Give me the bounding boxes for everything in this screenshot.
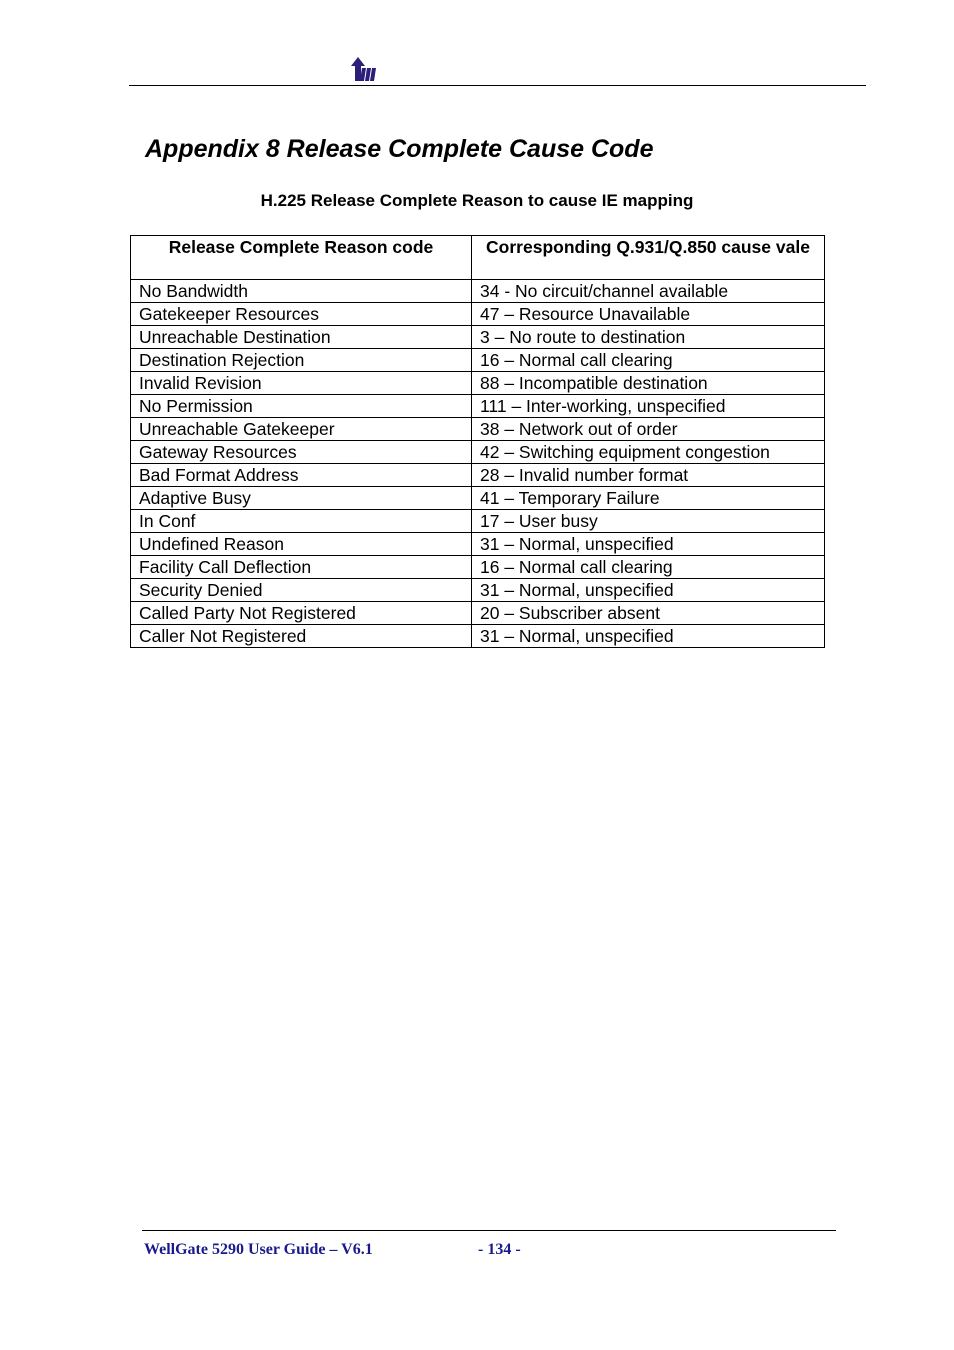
table-row	[131, 441, 825, 464]
cause-value-cell: 16 – Normal call clearing	[472, 349, 825, 372]
reason-code-cell: Undefined Reason	[131, 533, 472, 556]
cause-value-cell: 31 – Normal, unspecified	[472, 625, 825, 648]
reason-code-cell: Called Party Not Registered	[131, 602, 472, 625]
cause-value-cell: 3 – No route to destination	[472, 326, 825, 349]
reason-code-cell: No Bandwidth	[131, 280, 472, 303]
table-header-row	[131, 236, 825, 280]
reason-code-cell: In Conf	[131, 510, 472, 533]
page-title: Appendix 8 Release Complete Cause Code	[145, 135, 654, 163]
table-row	[131, 280, 825, 303]
table-row	[131, 418, 825, 441]
cause-value-cell: 16 – Normal call clearing	[472, 556, 825, 579]
cause-value-cell: 34 - No circuit/channel available	[472, 280, 825, 303]
cause-value-cell: 42 – Switching equipment congestion	[472, 441, 825, 464]
table-row	[131, 533, 825, 556]
table-row	[131, 349, 825, 372]
cause-value-cell: 111 – Inter-working, unspecified	[472, 395, 825, 418]
reason-code-cell: Invalid Revision	[131, 372, 472, 395]
reason-code-cell: Caller Not Registered	[131, 625, 472, 648]
table-row	[131, 487, 825, 510]
table-row	[131, 625, 825, 648]
table-row	[131, 556, 825, 579]
table-row	[131, 303, 825, 326]
table-row	[131, 579, 825, 602]
cause-value-cell: 88 – Incompatible destination	[472, 372, 825, 395]
reason-code-cell: Facility Call Deflection	[131, 556, 472, 579]
cause-value-cell: 17 – User busy	[472, 510, 825, 533]
header-divider	[129, 85, 866, 86]
table-row	[131, 372, 825, 395]
table-body	[131, 280, 825, 648]
reason-code-cell: Adaptive Busy	[131, 487, 472, 510]
cause-value-cell: 38 – Network out of order	[472, 418, 825, 441]
reason-code-cell: Gateway Resources	[131, 441, 472, 464]
cause-code-table	[130, 235, 825, 648]
cause-value-cell: 47 – Resource Unavailable	[472, 303, 825, 326]
reason-code-cell: Destination Rejection	[131, 349, 472, 372]
table-row	[131, 464, 825, 487]
reason-code-cell: Gatekeeper Resources	[131, 303, 472, 326]
company-logo-icon	[349, 56, 379, 82]
footer-guide-title: WellGate 5290 User Guide – V6.1	[144, 1241, 373, 1258]
cause-value-cell: 41 – Temporary Failure	[472, 487, 825, 510]
footer-page-number: - 134 -	[478, 1241, 521, 1258]
cause-value-cell: 20 – Subscriber absent	[472, 602, 825, 625]
cause-value-cell: 28 – Invalid number format	[472, 464, 825, 487]
reason-code-cell: Bad Format Address	[131, 464, 472, 487]
cause-value-cell: 31 – Normal, unspecified	[472, 579, 825, 602]
table-row	[131, 510, 825, 533]
reason-code-cell: Unreachable Gatekeeper	[131, 418, 472, 441]
reason-code-cell: Unreachable Destination	[131, 326, 472, 349]
column-header-reason: Release Complete Reason code	[131, 236, 472, 280]
cause-value-cell: 31 – Normal, unspecified	[472, 533, 825, 556]
table-row	[131, 602, 825, 625]
column-header-cause: Corresponding Q.931/Q.850 cause vale	[472, 236, 825, 280]
footer-divider	[142, 1230, 836, 1231]
table-caption: H.225 Release Complete Reason to cause IE mapping	[260, 191, 694, 210]
reason-code-cell: No Permission	[131, 395, 472, 418]
table-row	[131, 395, 825, 418]
reason-code-cell: Security Denied	[131, 579, 472, 602]
table-row	[131, 326, 825, 349]
